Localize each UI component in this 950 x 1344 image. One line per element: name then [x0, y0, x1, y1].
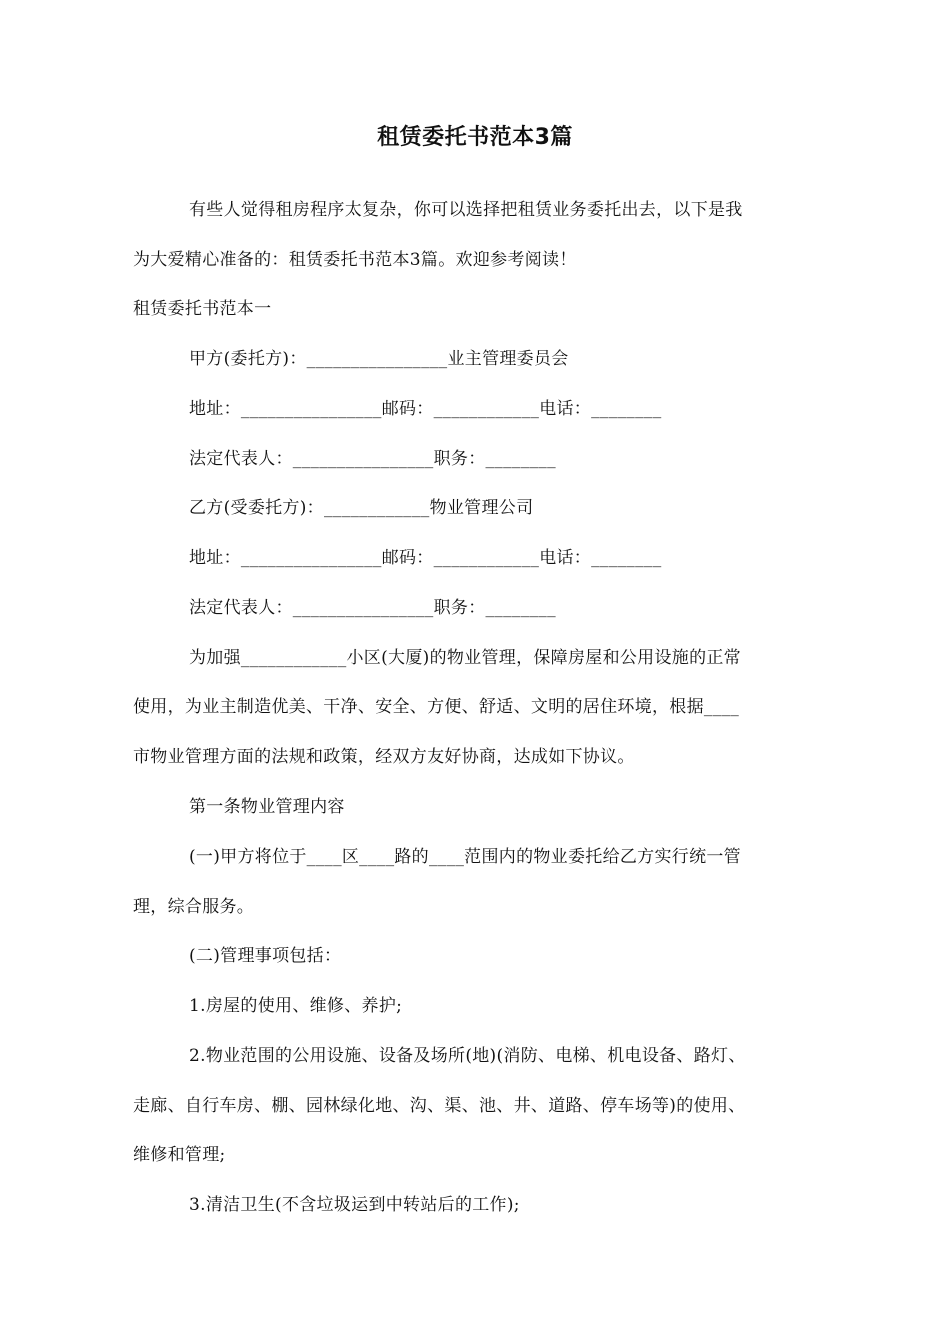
- party-a-line: 甲方(委托方)：________________业主管理委员会: [189, 349, 569, 369]
- item-2-line-1: 2.物业范围的公用设施、设备及场所(地)(消防、电梯、机电设备、路灯、: [189, 1046, 746, 1066]
- preamble-line-3: 市物业管理方面的法规和政策，经双方友好协商，达成如下协议。: [133, 747, 635, 767]
- clause-2-heading: (二)管理事项包括：: [189, 946, 342, 966]
- section-heading: 租赁委托书范本一: [133, 299, 272, 319]
- party-b-line: 乙方(受委托方)：____________物业管理公司: [189, 498, 534, 518]
- party-a-address-line: 地址：________________邮码：____________电话：________: [189, 399, 662, 419]
- item-2-line-2: 走廊、自行车房、棚、园林绿化地、沟、渠、池、井、道路、停车场等)的使用、: [133, 1096, 746, 1116]
- clause-1-line-1: (一)甲方将位于____区____路的____范围内的物业委托给乙方实行统一管: [189, 847, 741, 867]
- intro-line-2: 为大爱精心准备的：租赁委托书范本3篇。欢迎参考阅读！: [133, 250, 577, 270]
- party-b-address-line: 地址：________________邮码：____________电话：________: [189, 548, 662, 568]
- document-title: 租赁委托书范本3篇: [377, 125, 573, 150]
- item-1-line: 1.房屋的使用、维修、养护;: [189, 996, 403, 1016]
- item-2-line-3: 维修和管理;: [133, 1145, 226, 1165]
- party-a-representative-line: 法定代表人：________________职务：________: [189, 449, 556, 469]
- party-b-representative-line: 法定代表人：________________职务：________: [189, 598, 556, 618]
- clause-1-line-2: 理，综合服务。: [133, 897, 255, 917]
- article-heading: 第一条物业管理内容: [189, 797, 345, 817]
- preamble-line-2: 使用，为业主制造优美、干净、安全、方便、舒适、文明的居住环境，根据____: [133, 697, 740, 717]
- preamble-line-1: 为加强____________小区(大厦)的物业管理，保障房屋和公用设施的正常: [189, 648, 741, 668]
- intro-line-1: 有些人觉得租房程序太复杂，你可以选择把租赁业务委托出去，以下是我: [189, 200, 743, 220]
- item-3-line: 3.清洁卫生(不含垃圾运到中转站后的工作);: [189, 1195, 520, 1215]
